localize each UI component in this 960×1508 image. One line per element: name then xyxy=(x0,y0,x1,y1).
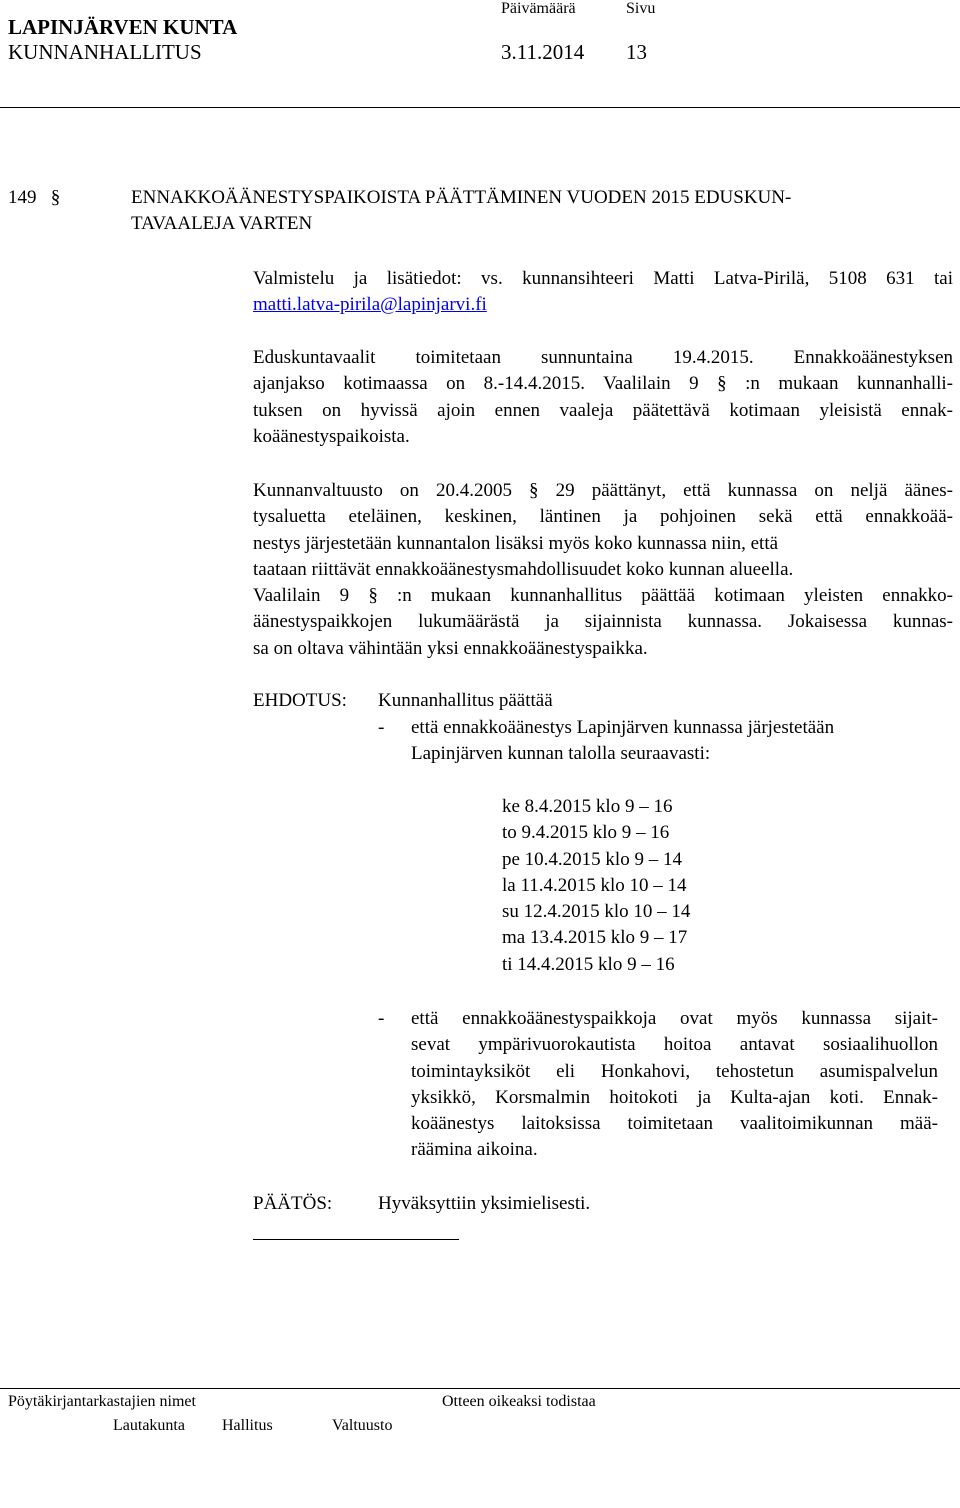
footer-valtuusto: Valtuusto xyxy=(332,1417,393,1434)
schedule-row: ti 14.4.2015 klo 9 – 16 xyxy=(502,953,675,975)
footer-hallitus: Hallitus xyxy=(222,1417,273,1434)
paragraph-elections: Eduskuntavaalit toimitetaan sunnuntaina 19.4.2015. Ennakkoäänestyksen ajanjakso kotimaassa on 8.-14.4.2015. Vaalilain 9 § :n mukaan kunnanhalli- tuksen on hyvissä ajoin ennen vaaleja päätettävä kotimaan yleisistä ennak- koäänestyspaikoista. xyxy=(253,347,953,447)
proposal-item-1: että ennakkoäänestys Lapinjärven kunnassa järjestetään Lapinjärven kunnan talolla seuraavasti: xyxy=(411,717,835,765)
section-title-line: TAVAALEJA VARTEN xyxy=(131,213,313,235)
schedule-row: la 11.4.2015 klo 10 – 14 xyxy=(502,874,687,896)
schedule-row: ma 13.4.2015 klo 9 – 17 xyxy=(502,927,688,949)
board-name: KUNNANHALLITUS xyxy=(8,40,202,64)
section-title xyxy=(131,185,791,238)
page-number: 13 xyxy=(626,40,647,64)
proposal-item-2: että ennakkoäänestyspaikkoja ovat myös kunnassa sijait- sevat ympärivuorokautista hoitoa antavat sosiaalihuollon toimintayksiköt eli Honkahovi, tehostetun asumispalvelun yksikkö, Korsmalmin hoitokoti ja Kulta-ajan koti. Ennak- koäänestys laitoksissa toimitetaan vaalitoimikunnan mää- räämina aikoina. xyxy=(411,1008,938,1161)
decision-underline xyxy=(253,1239,459,1240)
preparation-info: Valmistelu ja lisätiedot: vs. kunnansihteeri Matti Latva-Pirilä, 5108 631 tai xyxy=(253,268,953,289)
schedule-row: ke 8.4.2015 klo 9 – 16 xyxy=(502,796,673,817)
meeting-date: 3.11.2014 xyxy=(501,40,585,64)
schedule-row: su 12.4.2015 klo 10 – 14 xyxy=(502,901,691,923)
schedule-row: pe 10.4.2015 klo 9 – 14 xyxy=(502,848,682,870)
footer-lautakunta: Lautakunta xyxy=(113,1417,185,1434)
certified-label: Otteen oikeaksi todistaa xyxy=(442,1393,596,1410)
section-number: 149 § xyxy=(8,187,61,208)
checkers-label: Pöytäkirjantarkastajien nimet xyxy=(8,1393,196,1410)
footer-divider xyxy=(0,1388,960,1389)
voting-schedule xyxy=(502,794,690,978)
date-label: Päivämäärä xyxy=(501,0,576,17)
section-title-line: ENNAKKOÄÄNESTYSPAIKOISTA PÄÄTTÄMINEN VUODEN 2015 EDUSKUN- xyxy=(131,187,792,208)
header-divider xyxy=(0,107,960,108)
proposal-label: EHDOTUS: xyxy=(253,690,347,711)
paragraph-council-decision: Kunnanvaltuusto on 20.4.2005 § 29 päättänyt, että kunnassa on neljä äänes- tysaluetta eteläinen, keskinen, läntinen ja pohjoinen sekä että ennakkoää- nestys järjestetään kunnantalon lisäksi myös koko kunnassa niin, että taataan riittävät ennakkoäänestysmahdollisuudet koko kunnan alueella. Vaalilain 9 § :n mukaan kunnanhallitus päättää kotimaan yleisten ennakko- äänestyspaikkojen lukumäärästä ja sijainnista kunnassa. Jokaisessa kunnas- sa on oltava vähintään yksi ennakkoäänestyspaikka. xyxy=(253,480,953,659)
bullet-marker: - xyxy=(378,1008,385,1029)
contact-email-link[interactable]: matti.latva-pirila@lapinjarvi.fi xyxy=(253,294,487,315)
organization-name: LAPINJÄRVEN KUNTA xyxy=(8,15,238,39)
bullet-marker: - xyxy=(378,717,385,738)
decision-label: PÄÄTÖS: xyxy=(253,1193,333,1214)
decision-text: Hyväksyttiin yksimielisesti. xyxy=(378,1193,591,1214)
schedule-row: to 9.4.2015 klo 9 – 16 xyxy=(502,822,670,844)
proposal-text: Kunnanhallitus päättää xyxy=(378,690,553,711)
page-label: Sivu xyxy=(626,0,656,17)
section-sign: § xyxy=(50,187,61,208)
